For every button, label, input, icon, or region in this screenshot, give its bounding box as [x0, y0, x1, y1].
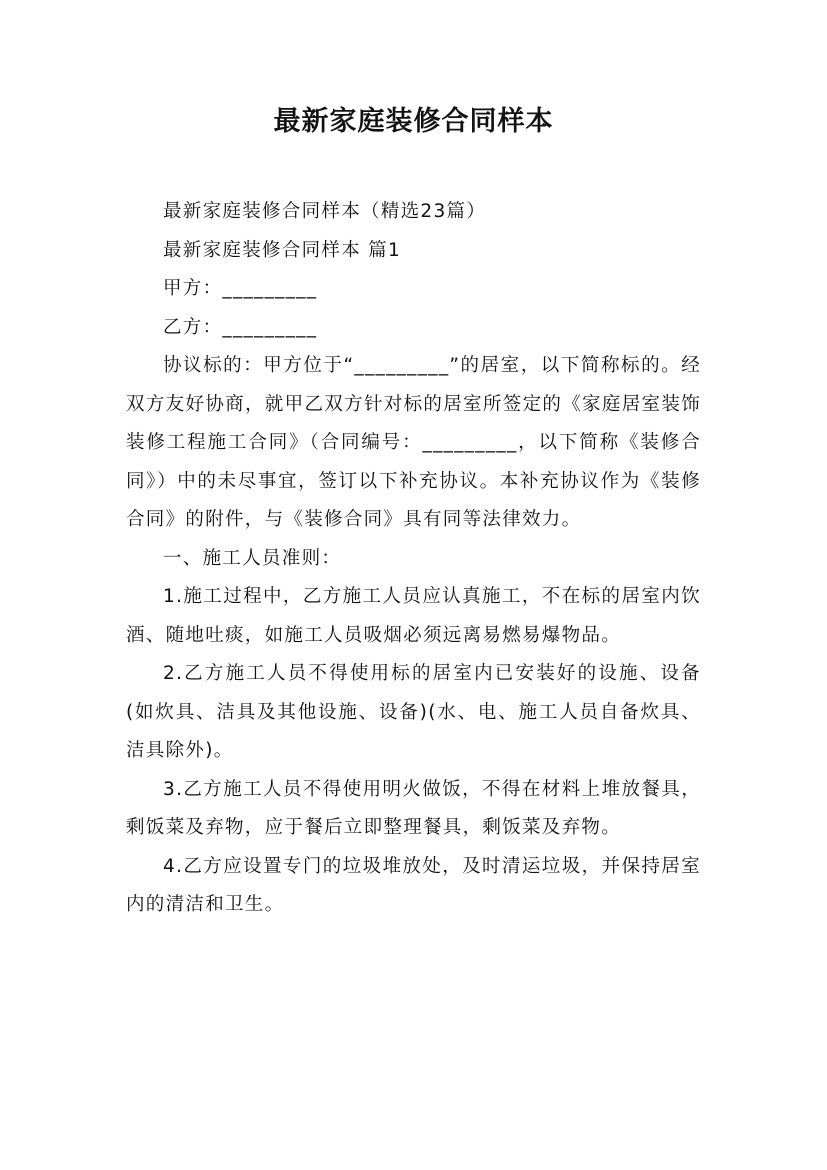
paragraph-party-b: 乙方：_________ — [163, 316, 318, 338]
paragraph-rule-3: 3.乙方施工人员不得使用明火做饭，不得在材料上堆放餐具，剩饭菜及弃物，应于餐后立即整理餐具，剩饭菜及弃物。 — [126, 778, 701, 838]
paragraph-rule-1: 1.施工过程中，乙方施工人员应认真施工，不在标的居室内饮酒、随地吐痰，如施工人员吸烟必须远离易燃易爆物品。 — [126, 586, 701, 646]
paragraph-rules-heading: 一、施工人员准则： — [163, 547, 342, 569]
document-title: 最新家庭装修合同样本 — [273, 106, 554, 137]
document-body — [126, 193, 701, 925]
paragraph-rule-2: 2.乙方施工人员不得使用标的居室内已安装好的设施、设备(如炊具、洁具及其他设施、设备)(水、电、施工人员自备炊具、洁具除外)。 — [126, 663, 701, 761]
paragraph-section-heading: 最新家庭装修合同样本 篇1 — [163, 239, 402, 261]
paragraph-party-a: 甲方：_________ — [163, 278, 318, 299]
paragraph-subtitle: 最新家庭装修合同样本（精选23篇） — [163, 201, 487, 222]
paragraph-agreement-subject: 协议标的：甲方位于“_________”的居室，以下简称标的。经双方友好协商，就甲乙双方针对标的居室所签定的《家庭居室装饰装修工程施工合同》（合同编号：_________，以下简称《装修合同》）中的未尽事宜，签订以下补充协议。本补充协议作为《装修合同》的附件，与《装修合同》具有同等法律效力。 — [126, 355, 701, 530]
paragraph-rule-4: 4.乙方应设置专门的垃圾堆放处，及时清运垃圾，并保持居室内的清洁和卫生。 — [126, 855, 701, 915]
